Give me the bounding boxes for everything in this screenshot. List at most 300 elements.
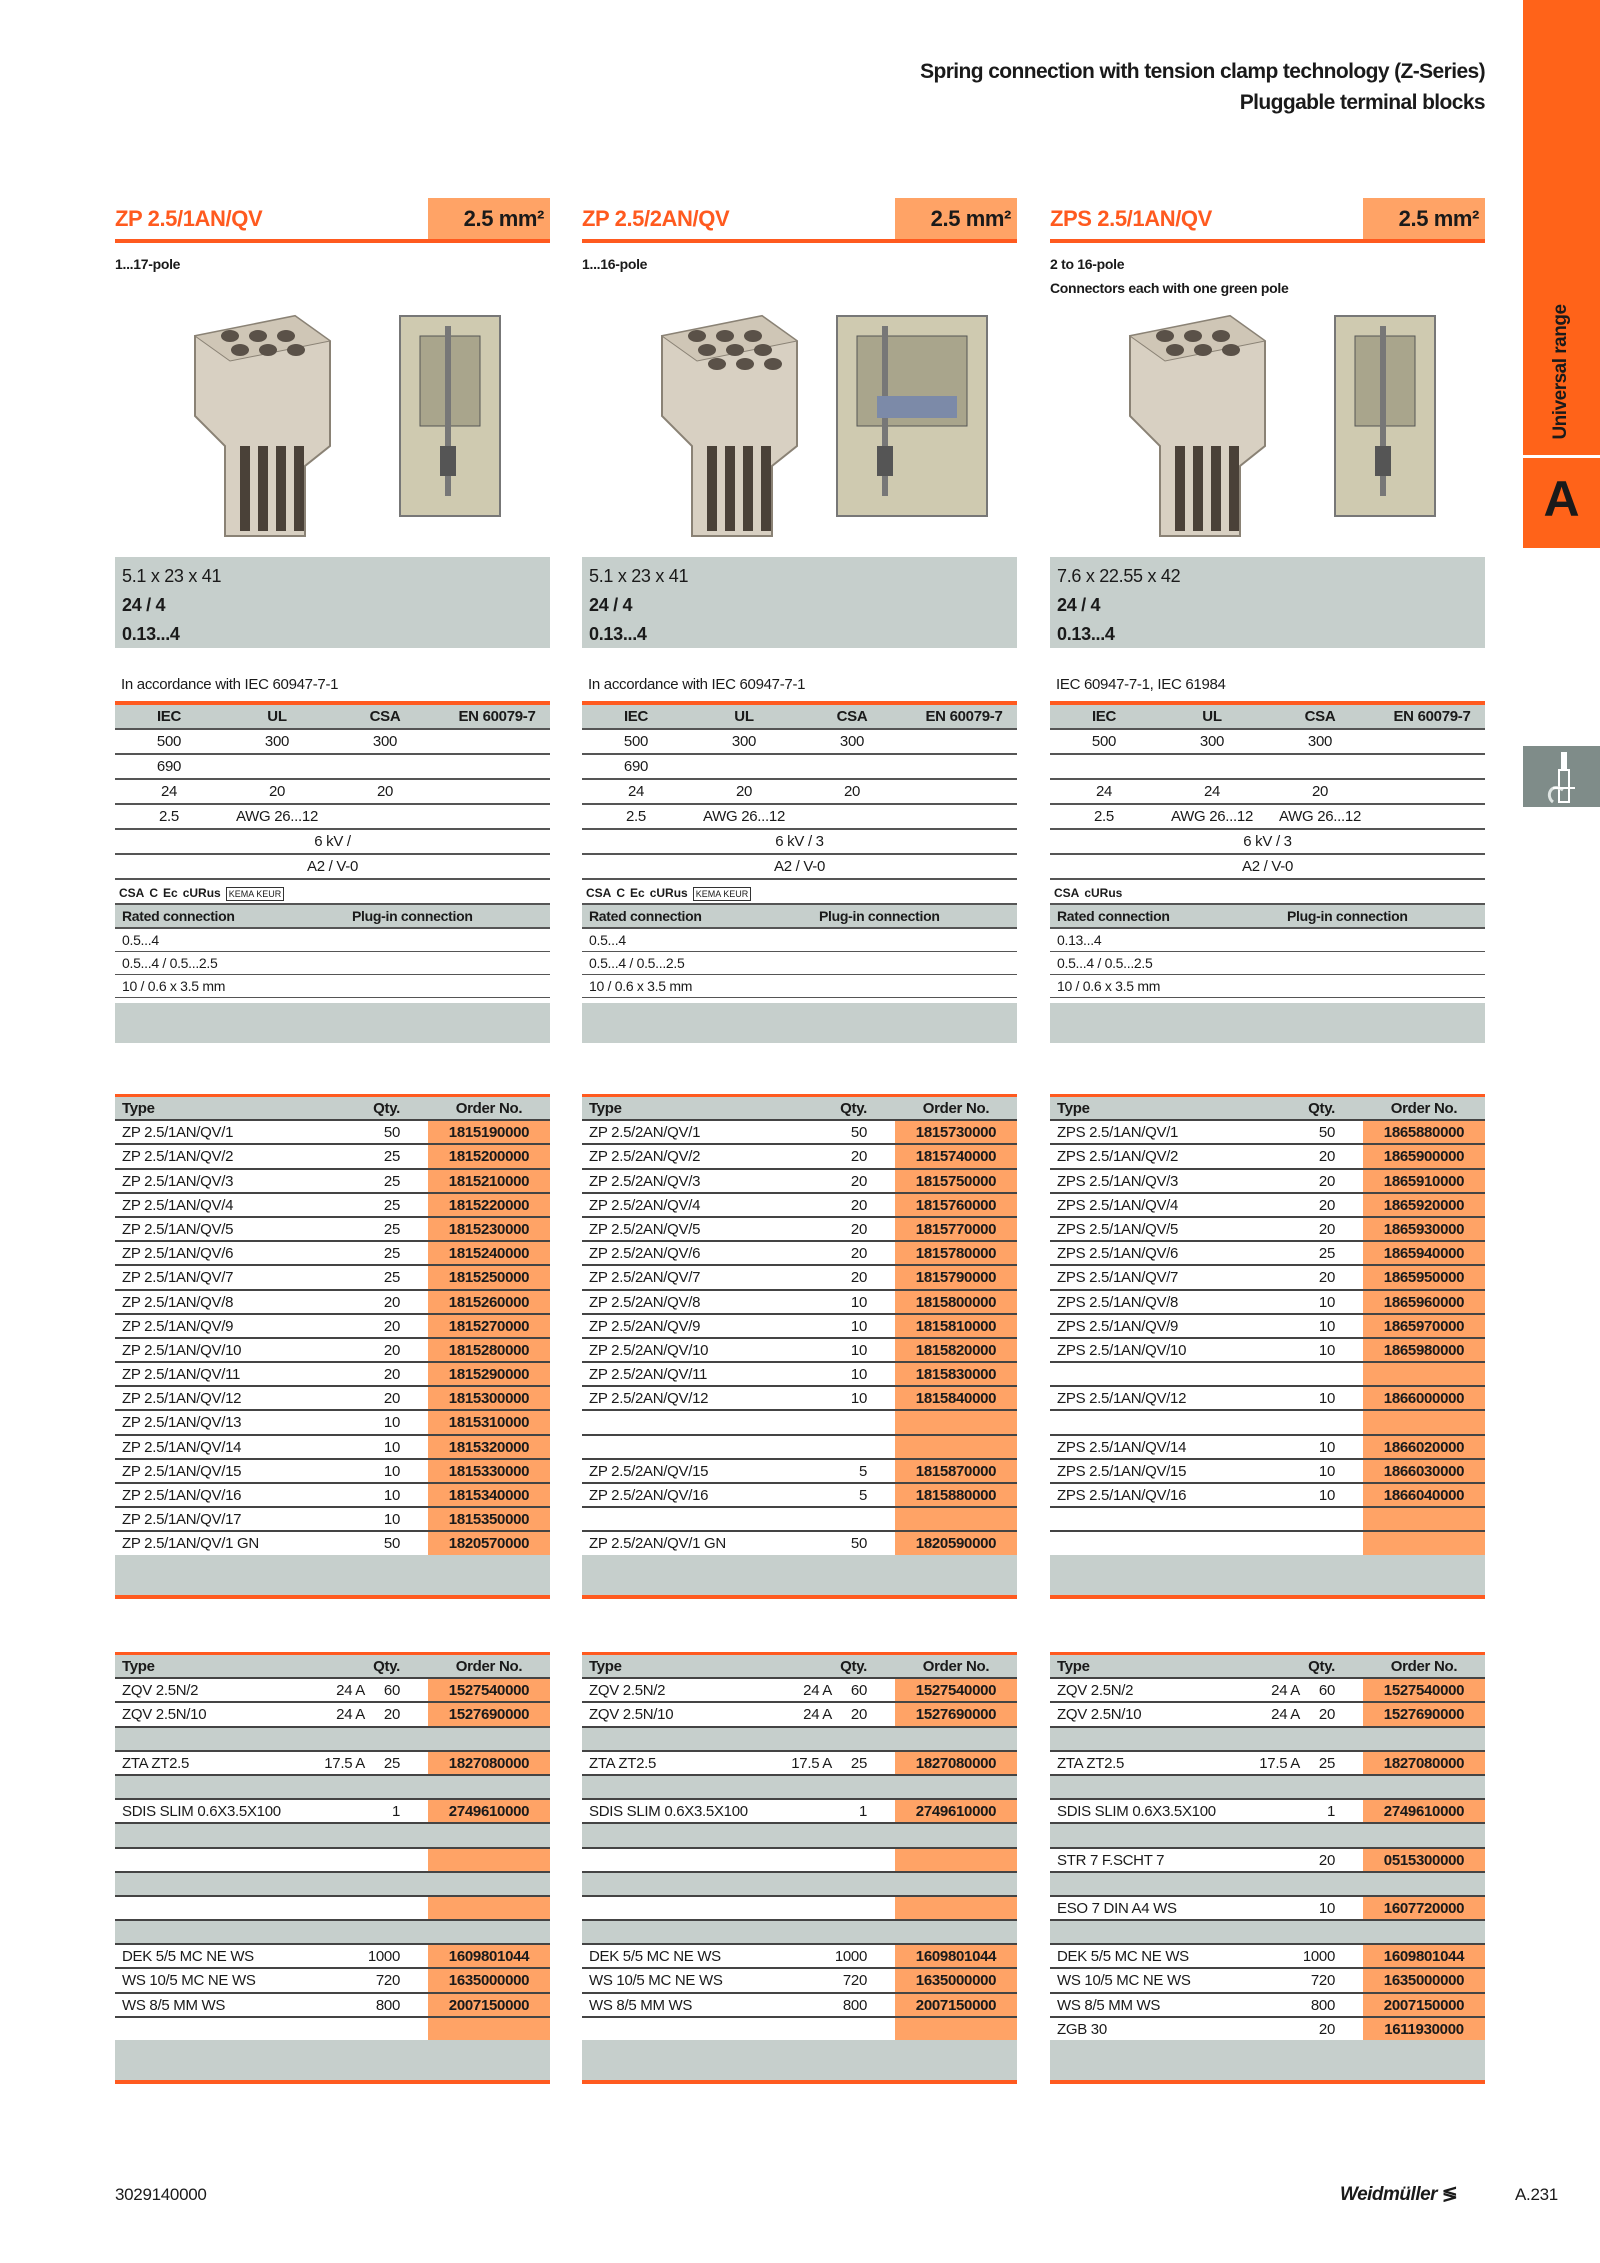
qty-cell: 1000 bbox=[834, 1948, 867, 1966]
table-row[interactable] bbox=[582, 1752, 1017, 1776]
order-header-row bbox=[115, 1655, 550, 1679]
table-row[interactable] bbox=[582, 1460, 1017, 1484]
spec-header-cell: UL bbox=[1202, 708, 1222, 725]
spec-cell: 500 bbox=[156, 733, 182, 750]
qty-cell: 50 bbox=[383, 1124, 400, 1142]
spec-cell: 300 bbox=[1307, 733, 1333, 750]
brand-logo: Weidmüller ≶ bbox=[1340, 2184, 1458, 2205]
table-row[interactable] bbox=[1050, 1291, 1485, 1315]
table-row[interactable] bbox=[1050, 1266, 1485, 1290]
type-cell: ZPS 2.5/1AN/QV/16 bbox=[1057, 1487, 1187, 1504]
type-cell: ZP 2.5/1AN/QV/1 GN bbox=[122, 1535, 259, 1553]
order-number-cell: 1815830000 bbox=[895, 1363, 1017, 1385]
order-number-cell: 1865910000 bbox=[1363, 1170, 1485, 1192]
cert-logo: C bbox=[616, 886, 626, 900]
type-cell: ZP 2.5/1AN/QV/4 bbox=[122, 1196, 234, 1214]
dimension-line: 5.1 x 23 x 41 bbox=[122, 566, 222, 586]
order-number-cell: 2007150000 bbox=[1363, 1994, 1485, 2016]
qty-cell: 20 bbox=[1318, 1706, 1335, 1724]
order-number-cell: 1815190000 bbox=[428, 1121, 550, 1143]
order-number-cell: 1815750000 bbox=[895, 1170, 1017, 1192]
dimension-line: 0.13...4 bbox=[122, 624, 180, 644]
type-header: Type bbox=[122, 1658, 155, 1675]
table-row[interactable] bbox=[582, 1969, 1017, 1993]
spec-cell-center: A2 / V-0 bbox=[774, 858, 825, 875]
order-number-cell bbox=[895, 1411, 1017, 1433]
qty-cell: 25 bbox=[383, 1220, 400, 1238]
table-row[interactable] bbox=[115, 1532, 550, 1556]
type-cell: ZP 2.5/1AN/QV/14 bbox=[122, 1438, 242, 1456]
spec-row bbox=[1050, 780, 1485, 805]
order-header-row bbox=[115, 1097, 550, 1121]
qty-cell: 25 bbox=[383, 1245, 400, 1263]
table-row[interactable] bbox=[115, 1145, 550, 1169]
spec-row bbox=[1050, 755, 1485, 780]
table-row[interactable] bbox=[115, 1266, 550, 1290]
table-row[interactable] bbox=[582, 1703, 1017, 1727]
table-row[interactable] bbox=[1050, 1994, 1485, 2018]
table-row[interactable] bbox=[1050, 1849, 1485, 1873]
qty-header: Qty. bbox=[840, 1100, 867, 1117]
qty-cell: 25 bbox=[850, 1754, 867, 1772]
cert-logo: cURus bbox=[1084, 886, 1123, 900]
order-number-cell: 1815330000 bbox=[428, 1460, 550, 1482]
type-cell: ZP 2.5/2AN/QV/10 bbox=[589, 1341, 709, 1359]
type-cell: ZPS 2.5/1AN/QV/9 bbox=[1057, 1317, 1179, 1335]
qty-cell: 50 bbox=[850, 1535, 867, 1553]
connection-row bbox=[582, 929, 1017, 952]
qty-cell: 20 bbox=[383, 1366, 400, 1384]
order-number-cell: 1815280000 bbox=[428, 1339, 550, 1361]
table-row[interactable] bbox=[582, 1315, 1017, 1339]
spec-cell: 2.5 bbox=[1094, 808, 1114, 825]
spec-cell: 24 bbox=[1095, 783, 1113, 800]
type-cell: ZP 2.5/2AN/QV/1 bbox=[589, 1124, 701, 1142]
table-row[interactable] bbox=[115, 1121, 550, 1145]
table-row[interactable] bbox=[1050, 1897, 1485, 1921]
spec-header-cell: IEC bbox=[623, 708, 649, 725]
qty-cell: 10 bbox=[1318, 1341, 1335, 1359]
type-cell: ZPS 2.5/1AN/QV/8 bbox=[1057, 1293, 1179, 1311]
type-cell: SDIS SLIM 0.6X3.5X100 bbox=[589, 1803, 748, 1821]
connection-row bbox=[115, 929, 550, 952]
table-row[interactable] bbox=[1050, 1679, 1485, 1703]
connection-row bbox=[582, 952, 1017, 975]
table-row[interactable] bbox=[115, 1752, 550, 1776]
cert-logo: Ec bbox=[630, 886, 645, 900]
current-cell: 24 A bbox=[336, 1706, 365, 1724]
order-number-cell: 1815260000 bbox=[428, 1291, 550, 1313]
table-row[interactable] bbox=[115, 1194, 550, 1218]
order-number-cell bbox=[428, 1897, 550, 1919]
table-row[interactable] bbox=[115, 1387, 550, 1411]
order-number-cell: 1815880000 bbox=[895, 1484, 1017, 1506]
type-cell: ZP 2.5/2AN/QV/16 bbox=[589, 1487, 709, 1504]
spec-header-cell: EN 60079-7 bbox=[1393, 708, 1471, 725]
table-row bbox=[1050, 1411, 1485, 1435]
table-row[interactable] bbox=[582, 1484, 1017, 1508]
dimension-line: 24 / 4 bbox=[122, 595, 166, 615]
order-number-cell: 1815290000 bbox=[428, 1363, 550, 1385]
qty-header: Qty. bbox=[1308, 1658, 1335, 1675]
order-header-row bbox=[1050, 1097, 1485, 1121]
type-cell: ZP 2.5/1AN/QV/17 bbox=[122, 1511, 242, 1529]
spec-row bbox=[115, 805, 550, 830]
type-cell: ZTA ZT2.5 bbox=[1057, 1754, 1125, 1772]
spacer-bar bbox=[1050, 1003, 1485, 1043]
qty-header: Qty. bbox=[1308, 1100, 1335, 1117]
connection-header-row bbox=[582, 905, 1017, 929]
spec-row bbox=[582, 805, 1017, 830]
table-row[interactable] bbox=[115, 1969, 550, 1993]
table-row[interactable] bbox=[582, 1291, 1017, 1315]
table-row[interactable] bbox=[1050, 1969, 1485, 1993]
standard-note: In accordance with IEC 60947-7-1 bbox=[121, 676, 339, 693]
qty-cell: 10 bbox=[1318, 1899, 1335, 1917]
table-row[interactable] bbox=[115, 1460, 550, 1484]
order-number-cell: 1527690000 bbox=[428, 1703, 550, 1725]
order-number-cell: 2749610000 bbox=[1363, 1800, 1485, 1822]
table-row[interactable] bbox=[582, 1339, 1017, 1363]
type-cell: ZP 2.5/2AN/QV/2 bbox=[589, 1148, 701, 1166]
qty-header: Qty. bbox=[373, 1658, 400, 1675]
table-row[interactable] bbox=[1050, 1170, 1485, 1194]
type-cell: ZQV 2.5N/10 bbox=[1057, 1706, 1142, 1724]
table-row[interactable] bbox=[582, 1363, 1017, 1387]
table-row[interactable] bbox=[1050, 1460, 1485, 1484]
table-row bbox=[1050, 1532, 1485, 1556]
type-cell: ZP 2.5/1AN/QV/5 bbox=[122, 1220, 234, 1238]
table-row bbox=[1050, 1363, 1485, 1387]
table-row[interactable] bbox=[115, 1800, 550, 1824]
type-cell: WS 10/5 MC NE WS bbox=[589, 1972, 723, 1990]
qty-cell: 800 bbox=[842, 1996, 867, 2014]
order-no-header: Order No. bbox=[455, 1100, 523, 1117]
table-row[interactable] bbox=[582, 1194, 1017, 1218]
table-row[interactable] bbox=[115, 1508, 550, 1532]
order-number-cell: 1865900000 bbox=[1363, 1145, 1485, 1167]
rated-connection-header: Rated connection bbox=[122, 908, 235, 924]
order-number-cell bbox=[428, 1849, 550, 1871]
order-number-cell: 1815790000 bbox=[895, 1266, 1017, 1288]
cross-section-badge: 2.5 mm² bbox=[895, 198, 1017, 239]
spec-cell: 300 bbox=[839, 733, 865, 750]
spec-header-cell: UL bbox=[734, 708, 754, 725]
cert-logo: cURus bbox=[182, 886, 221, 900]
qty-cell: 1 bbox=[1326, 1803, 1335, 1821]
order-number-cell: 1611930000 bbox=[1363, 2018, 1485, 2040]
section-tab bbox=[1523, 0, 1600, 548]
spacer-bar bbox=[582, 2040, 1017, 2084]
qty-cell: 10 bbox=[383, 1487, 400, 1504]
product-column bbox=[115, 0, 550, 2263]
product-name: ZP 2.5/1AN/QV bbox=[115, 206, 263, 231]
order-number-cell bbox=[428, 2018, 550, 2040]
cross-section-badge: 2.5 mm² bbox=[428, 198, 550, 239]
spec-cell: AWG 26...12 bbox=[1170, 808, 1253, 825]
spec-header-cell: UL bbox=[267, 708, 287, 725]
qty-cell: 20 bbox=[1318, 1269, 1335, 1287]
table-row[interactable] bbox=[1050, 1703, 1485, 1727]
spec-cell: 500 bbox=[623, 733, 649, 750]
product-name: ZPS 2.5/1AN/QV bbox=[1050, 206, 1212, 231]
pole-info bbox=[582, 252, 647, 276]
type-cell: ZQV 2.5N/2 bbox=[122, 1682, 199, 1700]
table-row[interactable] bbox=[115, 1363, 550, 1387]
table-row[interactable] bbox=[1050, 1436, 1485, 1460]
order-number-cell: 1815770000 bbox=[895, 1218, 1017, 1240]
qty-cell: 20 bbox=[850, 1172, 867, 1190]
connection-row bbox=[115, 975, 550, 998]
order-number-cell: 1815200000 bbox=[428, 1145, 550, 1167]
table-row[interactable] bbox=[115, 1703, 550, 1727]
spec-header-cell: CSA bbox=[369, 708, 401, 725]
qty-cell: 25 bbox=[1318, 1754, 1335, 1772]
table-row[interactable] bbox=[1050, 1315, 1485, 1339]
order-number-cell: 1865930000 bbox=[1363, 1218, 1485, 1240]
order-number-cell: 1635000000 bbox=[895, 1969, 1017, 1991]
qty-cell: 10 bbox=[850, 1293, 867, 1311]
accessory-table bbox=[1050, 1652, 1485, 2042]
connection-value: 10 / 0.6 x 3.5 mm bbox=[1057, 978, 1161, 994]
type-cell: ZPS 2.5/1AN/QV/4 bbox=[1057, 1196, 1179, 1214]
qty-cell: 5 bbox=[858, 1462, 867, 1480]
spec-row bbox=[115, 855, 550, 880]
table-row[interactable] bbox=[1050, 1145, 1485, 1169]
order-number-cell: 1607720000 bbox=[1363, 1897, 1485, 1919]
connection-value: 0.13...4 bbox=[1057, 932, 1102, 948]
type-cell: DEK 5/5 MC NE WS bbox=[1057, 1948, 1189, 1966]
dimensions-box bbox=[115, 557, 550, 648]
table-row[interactable] bbox=[582, 1121, 1017, 1145]
table-row bbox=[582, 1508, 1017, 1532]
table-row[interactable] bbox=[582, 1945, 1017, 1969]
order-number-cell bbox=[895, 1897, 1017, 1919]
order-number-cell: 1865940000 bbox=[1363, 1242, 1485, 1264]
type-cell: ZQV 2.5N/10 bbox=[589, 1706, 674, 1724]
table-row[interactable] bbox=[582, 1145, 1017, 1169]
table-row[interactable] bbox=[115, 1436, 550, 1460]
order-number-cell: 1865960000 bbox=[1363, 1291, 1485, 1313]
table-row[interactable] bbox=[1050, 1194, 1485, 1218]
order-number-cell: 1866030000 bbox=[1363, 1460, 1485, 1482]
spec-cell: AWG 26...12 bbox=[235, 808, 318, 825]
type-cell: ZPS 2.5/1AN/QV/10 bbox=[1057, 1341, 1187, 1359]
spec-header-row bbox=[115, 705, 550, 730]
spec-cell-center: 6 kV / 3 bbox=[775, 833, 824, 850]
type-cell: ZP 2.5/2AN/QV/8 bbox=[589, 1293, 701, 1311]
section-divider bbox=[1523, 455, 1600, 458]
order-number-cell: 2007150000 bbox=[428, 1994, 550, 2016]
table-row[interactable] bbox=[1050, 1800, 1485, 1824]
spec-cell: 24 bbox=[1203, 783, 1221, 800]
table-row[interactable] bbox=[115, 1291, 550, 1315]
table-row[interactable] bbox=[115, 1242, 550, 1266]
pole-line: 1...17-pole bbox=[115, 256, 181, 272]
qty-cell: 1 bbox=[858, 1803, 867, 1821]
dimensions-box bbox=[582, 557, 1017, 648]
type-cell: ZP 2.5/1AN/QV/8 bbox=[122, 1293, 234, 1311]
spec-row bbox=[582, 755, 1017, 780]
type-cell: ZPS 2.5/1AN/QV/6 bbox=[1057, 1245, 1179, 1263]
certification-marks bbox=[115, 880, 550, 905]
current-cell: 24 A bbox=[803, 1706, 832, 1724]
table-row[interactable] bbox=[1050, 1752, 1485, 1776]
order-number-cell bbox=[895, 1436, 1017, 1458]
table-row[interactable] bbox=[582, 1800, 1017, 1824]
spacer-bar bbox=[1050, 2040, 1485, 2084]
qty-cell: 20 bbox=[383, 1341, 400, 1359]
table-row[interactable] bbox=[115, 1411, 550, 1435]
separator-row bbox=[582, 1873, 1017, 1897]
qty-cell: 25 bbox=[383, 1269, 400, 1287]
spec-row bbox=[582, 830, 1017, 855]
table-row[interactable] bbox=[1050, 1121, 1485, 1145]
type-cell: ZPS 2.5/1AN/QV/5 bbox=[1057, 1220, 1179, 1238]
qty-cell: 60 bbox=[850, 1682, 867, 1700]
order-header-row bbox=[1050, 1655, 1485, 1679]
spec-header-row bbox=[1050, 705, 1485, 730]
type-cell: ZP 2.5/1AN/QV/12 bbox=[122, 1390, 242, 1408]
spacer-bar bbox=[1050, 1555, 1485, 1599]
order-number-cell: 1527540000 bbox=[895, 1679, 1017, 1701]
spec-row bbox=[115, 730, 550, 755]
order-number-cell: 1815820000 bbox=[895, 1339, 1017, 1361]
order-number-cell: 1865950000 bbox=[1363, 1266, 1485, 1288]
table-row[interactable] bbox=[582, 1532, 1017, 1556]
type-cell: ZPS 2.5/1AN/QV/14 bbox=[1057, 1438, 1187, 1456]
order-number-cell: 2749610000 bbox=[428, 1800, 550, 1822]
plugin-connection-header: Plug-in connection bbox=[1287, 908, 1408, 924]
type-cell: ZP 2.5/1AN/QV/6 bbox=[122, 1245, 234, 1263]
separator-row bbox=[1050, 1873, 1485, 1897]
table-row[interactable] bbox=[115, 1315, 550, 1339]
table-row[interactable] bbox=[582, 1679, 1017, 1703]
spacer-bar bbox=[115, 1555, 550, 1599]
qty-cell: 720 bbox=[375, 1972, 400, 1990]
order-number-cell: 1815320000 bbox=[428, 1436, 550, 1458]
spacer-bar bbox=[582, 1003, 1017, 1043]
table-row[interactable] bbox=[115, 1218, 550, 1242]
order-number-cell: 1827080000 bbox=[428, 1752, 550, 1774]
qty-cell: 60 bbox=[383, 1682, 400, 1700]
pole-info bbox=[115, 252, 180, 276]
section-label: Universal range bbox=[1550, 304, 1571, 440]
connection-value: 0.5...4 / 0.5...2.5 bbox=[589, 955, 685, 971]
order-number-cell: 1815220000 bbox=[428, 1194, 550, 1216]
order-number-cell: 2007150000 bbox=[895, 1994, 1017, 2016]
dimensions-box bbox=[1050, 557, 1485, 648]
qty-cell: 60 bbox=[1318, 1682, 1335, 1700]
order-number-cell: 1866000000 bbox=[1363, 1387, 1485, 1409]
type-cell: ZPS 2.5/1AN/QV/3 bbox=[1057, 1172, 1179, 1190]
product-photo bbox=[1090, 296, 1470, 546]
qty-cell: 20 bbox=[850, 1269, 867, 1287]
order-number-cell bbox=[895, 1849, 1017, 1871]
table-row[interactable] bbox=[582, 1218, 1017, 1242]
qty-cell: 10 bbox=[850, 1366, 867, 1384]
table-row[interactable] bbox=[582, 1170, 1017, 1194]
table-row[interactable] bbox=[1050, 1484, 1485, 1508]
order-number-cell: 1866040000 bbox=[1363, 1484, 1485, 1506]
order-number-cell: 1815350000 bbox=[428, 1508, 550, 1530]
table-row[interactable] bbox=[115, 1170, 550, 1194]
order-table bbox=[1050, 1094, 1485, 1557]
table-row[interactable] bbox=[1050, 1218, 1485, 1242]
table-row[interactable] bbox=[582, 1266, 1017, 1290]
order-no-header: Order No. bbox=[1390, 1100, 1458, 1117]
table-row[interactable] bbox=[1050, 1242, 1485, 1266]
dimension-line: 7.6 x 22.55 x 42 bbox=[1057, 566, 1181, 586]
type-cell: ZP 2.5/2AN/QV/15 bbox=[589, 1462, 709, 1480]
separator-row bbox=[1050, 1728, 1485, 1752]
qty-cell: 1000 bbox=[367, 1948, 400, 1966]
order-number-cell: 1827080000 bbox=[895, 1752, 1017, 1774]
separator-row bbox=[115, 1824, 550, 1848]
table-row[interactable] bbox=[115, 1994, 550, 2018]
qty-cell: 20 bbox=[1318, 1851, 1335, 1869]
table-row[interactable] bbox=[115, 1339, 550, 1363]
spacer-bar bbox=[582, 1555, 1017, 1599]
spec-cell: 690 bbox=[156, 758, 182, 775]
spec-cell: 24 bbox=[627, 783, 645, 800]
order-no-header: Order No. bbox=[455, 1658, 523, 1675]
type-cell: ZP 2.5/2AN/QV/7 bbox=[589, 1269, 701, 1287]
type-cell: ZP 2.5/1AN/QV/10 bbox=[122, 1341, 242, 1359]
table-row[interactable] bbox=[115, 1945, 550, 1969]
spec-row bbox=[1050, 805, 1485, 830]
spec-cell: 20 bbox=[376, 783, 394, 800]
spec-cell: 20 bbox=[268, 783, 286, 800]
qty-cell: 800 bbox=[1310, 1996, 1335, 2014]
spec-cell: 2.5 bbox=[159, 808, 179, 825]
product-title-bar bbox=[582, 198, 1017, 243]
table-row bbox=[582, 1436, 1017, 1460]
order-number-cell bbox=[895, 2018, 1017, 2040]
type-cell: ZP 2.5/1AN/QV/2 bbox=[122, 1148, 234, 1166]
spec-cell: 690 bbox=[623, 758, 649, 775]
type-cell: WS 8/5 MM WS bbox=[1057, 1996, 1161, 2014]
order-number-cell: 1527690000 bbox=[895, 1703, 1017, 1725]
connection-value: 0.5...4 / 0.5...2.5 bbox=[1057, 955, 1153, 971]
table-row[interactable] bbox=[1050, 1339, 1485, 1363]
order-number-cell bbox=[895, 1508, 1017, 1530]
table-row[interactable] bbox=[1050, 1945, 1485, 1969]
qty-cell: 10 bbox=[383, 1462, 400, 1480]
table-row[interactable] bbox=[1050, 1387, 1485, 1411]
type-cell: SDIS SLIM 0.6X3.5X100 bbox=[1057, 1803, 1216, 1821]
order-number-cell: 1865980000 bbox=[1363, 1339, 1485, 1361]
table-row[interactable] bbox=[582, 1994, 1017, 2018]
table-row[interactable] bbox=[115, 1484, 550, 1508]
table-row[interactable] bbox=[115, 1679, 550, 1703]
header-subtitle: Pluggable terminal blocks bbox=[1239, 91, 1485, 114]
table-row[interactable] bbox=[582, 1242, 1017, 1266]
qty-cell: 1000 bbox=[1302, 1948, 1335, 1966]
certification-marks bbox=[1050, 880, 1485, 905]
product-title-bar bbox=[115, 198, 550, 243]
type-cell: ESO 7 DIN A4 WS bbox=[1057, 1899, 1177, 1917]
connection-row bbox=[1050, 952, 1485, 975]
product-title-bar bbox=[1050, 198, 1485, 243]
certification-marks bbox=[582, 880, 1017, 905]
order-number-cell: 1815760000 bbox=[895, 1194, 1017, 1216]
table-row[interactable] bbox=[1050, 2018, 1485, 2042]
table-row[interactable] bbox=[582, 1387, 1017, 1411]
order-number-cell: 1609801044 bbox=[428, 1945, 550, 1967]
header-title: Spring connection with tension clamp technology (Z-Series) bbox=[920, 60, 1485, 83]
dimension-line: 0.13...4 bbox=[589, 624, 647, 644]
